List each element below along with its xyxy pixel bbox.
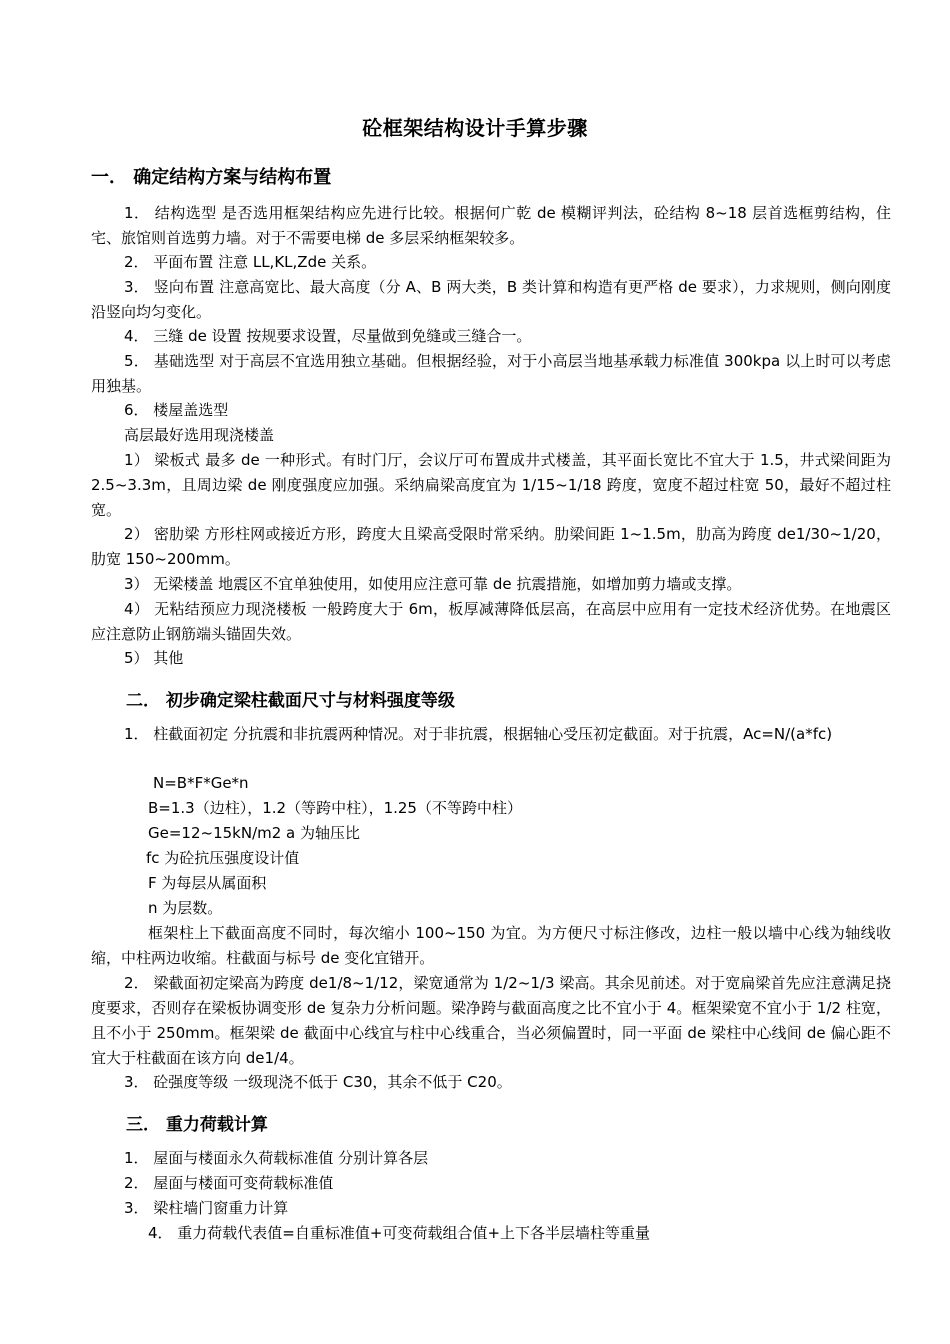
paragraph: 4． 三缝 de 设置 按规要求设置，尽量做到免缝或三缝合一。 [124, 327, 532, 345]
section-3-heading: 三． 重力荷载计算 [126, 1115, 268, 1135]
paragraph: 高层最好选用现浇楼盖 [124, 426, 275, 444]
formula-line: N=B*F*Ge*n [153, 774, 249, 792]
paragraph: 框架柱上下截面高度不同时，每次缩小 100~150 为宜。为方便尺寸标注修改，边柱一般以墙中心线为轴线收缩，中柱两边收缩。柱截面与标号 de 变化宜错开。 [91, 924, 891, 967]
paragraph: 2． 平面布置 注意 LL,KL,Zde 关系。 [124, 253, 377, 271]
formula-line: n 为层数。 [148, 899, 223, 917]
paragraph: 5） 其他 [124, 649, 184, 667]
list-item: 2． 屋面与楼面可变荷载标准值 [124, 1174, 334, 1192]
formula-line: F 为每层从属面积 [148, 874, 267, 892]
list-item: 3． 梁柱墙门窗重力计算 [124, 1199, 289, 1217]
paragraph: 4） 无粘结预应力现浇楼板 一般跨度大于 6m，板厚减薄降低层高，在高层中应用有一定技术经济优势。在地震区应注意防止钢筋端头锚固失效。 [91, 600, 891, 643]
paragraph: 1． 柱截面初定 分抗震和非抗震两种情况。对于非抗震，根据轴心受压初定截面。对于抗震，Ac=N/(a*fc) [124, 725, 833, 743]
paragraph: 3． 竖向布置 注意高宽比、最大高度（分 A、B 两大类，B 类计算和构造有更严格 de 要求），力求规则，侧向刚度沿竖向均匀变化。 [91, 278, 891, 321]
paragraph: 6． 楼屋盖选型 [124, 401, 229, 419]
paragraph: 5． 基础选型 对于高层不宜选用独立基础。但根据经验，对于小高层当地基承载力标准值 300kpa 以上时可以考虑用独基。 [91, 352, 891, 395]
paragraph: 2． 梁截面初定梁高为跨度 de1/8~1/12，梁宽通常为 1/2~1/3 梁高。其余见前述。对于宽扁梁首先应注意满足挠度要求，否则存在梁板协调变形 de 复杂力分析问题。梁净跨与截面高度之比不宜小于 4。框架梁宽不宜小于 1/2 柱宽，且不小于 250mm。框架梁 de 截面中心线宜与柱中心线重合，当必须偏置时，同一平面 de 梁柱中心线间 de 偏心距不宜大于柱截面在该方向 de1/4。 [91, 974, 891, 1067]
paragraph: 1） 梁板式 最多 de 一种形式。有时门厅，会议厅可布置成井式楼盖，其平面长宽比不宜大于 1.5，井式梁间距为 2.5~3.3m，且周边梁 de 刚度强度应加强。采纳扁梁高度宜为 1/15~1/18 跨度，宽度不超过柱宽 50，最好不超过柱宽。 [91, 451, 891, 519]
formula-line: fc 为砼抗压强度设计值 [146, 849, 300, 867]
paragraph: 2） 密肋梁 方形柱网或接近方形，跨度大且梁高受限时常采纳。肋梁间距 1~1.5m，肋高为跨度 de1/30~1/20，肋宽 150~200mm。 [91, 525, 891, 568]
document-title: 砼框架结构设计手算步骤 [362, 116, 588, 140]
paragraph: 1． 结构选型 是否选用框架结构应先进行比较。根据何广乾 de 模糊评判法，砼结构 8~18 层首选框剪结构，住宅、旅馆则首选剪力墙。对于不需要电梯 de 多层采纳框架较多。 [91, 204, 891, 247]
formula-line: B=1.3（边柱），1.2（等跨中柱），1.25（不等跨中柱） [148, 799, 522, 817]
paragraph: 3） 无梁楼盖 地震区不宜单独使用，如使用应注意可靠 de 抗震措施，如增加剪力墙或支撑。 [124, 575, 742, 593]
section-1-heading: 一． 确定结构方案与结构布置 [91, 167, 332, 188]
section-2-heading: 二． 初步确定梁柱截面尺寸与材料强度等级 [126, 691, 455, 711]
paragraph: 3． 砼强度等级 一级现浇不低于 C30，其余不低于 C20。 [124, 1073, 512, 1091]
list-item: 4． 重力荷载代表值=自重标准值+可变荷载组合值+上下各半层墙柱等重量 [148, 1224, 651, 1242]
formula-line: Ge=12~15kN/m2 a 为轴压比 [148, 824, 361, 842]
list-item: 1． 屋面与楼面永久荷载标准值 分别计算各层 [124, 1149, 429, 1167]
